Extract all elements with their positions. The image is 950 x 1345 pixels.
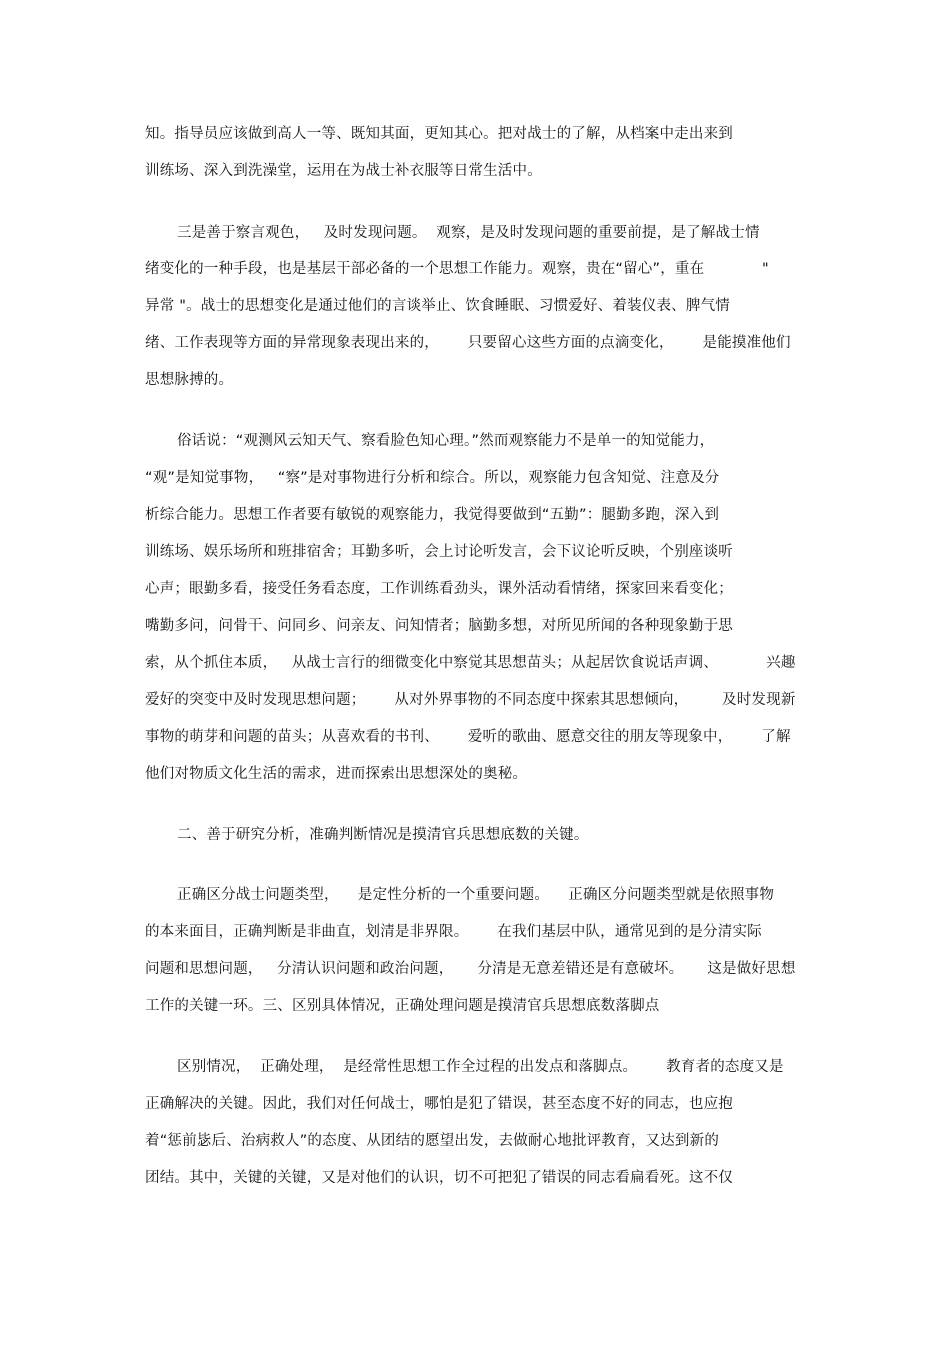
text-line: 问题和思想问题， 分清认识问题和政治问题， 分清是无意差错还是有意破坏。 这是做好思想 (145, 961, 796, 977)
text-line: 析综合能力。思想工作者要有敏锐的观察能力，我觉得要做到“五勤”：腿勤多跑，深入到 (145, 507, 720, 523)
text-line: 知。指导员应该做到高人一等、既知其面，更知其心。把对战士的了解，从档案中走出来到 (145, 126, 733, 142)
text-line: 索，从个抓住本质， 从战士言行的细微变化中察觉其思想苗头；从起居饮食说话声调、 兴趣 (145, 655, 796, 671)
text-line: 团结。其中，关键的关键，又是对他们的认识，切不可把犯了错误的同志看扁看死。这不仅 (145, 1170, 733, 1186)
text-line: 绪、工作表现等方面的异常现象表现出来的， 只要留心这些方面的点滴变化， 是能摸准他们 (145, 335, 791, 351)
text-line: 区别情况， 正确处理， 是经常性思想工作全过程的出发点和落脚点。 教育者的态度又是 (177, 1059, 784, 1075)
text-line: 嘴勤多问，问骨干、问同乡、问亲友、问知情者；脑勤多想，对所见所闻的各种现象勤于思 (145, 618, 733, 634)
text-line: 正确解决的关键。因此，我们对任何战士，哪怕是犯了错误，甚至态度不好的同志，也应抱 (145, 1096, 733, 1112)
text-line: 的本来面目，正确判断是非曲直，划清是非界限。 在我们基层中队，通常见到的是分清实际 (145, 924, 762, 940)
text-line: 正确区分战士问题类型， 是定性分析的一个重要问题。 正确区分问题类型就是依照事物 (177, 887, 775, 903)
text-line: 三是善于察言观色， 及时发现问题。 观察，是及时发现问题的重要前提，是了解战士情 (177, 225, 760, 241)
text-line: 心声；眼勤多看，接受任务看态度，工作训练看劲头，课外活动看情绪，探家回来看变化； (145, 581, 733, 597)
section-heading: 二、善于研究分析，准确判断情况是摸清官兵思想底数的关键。 (177, 827, 589, 843)
text-line: 事物的萌芽和问题的苗头；从喜欢看的书刊、 爱听的歌曲、愿意交往的朋友等现象中， 了解 (145, 729, 791, 745)
text-line: “观”是知觉事物， “察”是对事物进行分析和综合。所以，观察能力包含知觉、注意及分 (145, 470, 720, 486)
text-line: 爱好的突变中及时发现思想问题； 从对外界事物的不同态度中探索其思想倾向， 及时发现新 (145, 692, 796, 708)
text-line: 异常 "。战士的思想变化是通过他们的言谈举止、饮食睡眠、习惯爱好、着装仪表、脾气情 (145, 298, 730, 314)
text-line: 俗话说：“观测风云知天气、察看脸色知心理。”然而观察能力不是单一的知觉能力， (177, 433, 715, 449)
text-line: 绪变化的一种手段，也是基层干部必备的一个思想工作能力。观察，贵在“留心”，重在 " (145, 261, 769, 277)
text-line: 训练场、娱乐场所和班排宿舍；耳勤多听，会上讨论听发言，会下议论听反映，个别座谈听 (145, 544, 733, 560)
text-line: 训练场、深入到洗澡堂，运用在为战士补衣服等日常生活中。 (145, 163, 542, 179)
text-line: 工作的关键一环。三、区别具体情况，正确处理问题是摸清官兵思想底数落脚点 (145, 998, 660, 1014)
text-line: 他们对物质文化生活的需求，进而探索出思想深处的奥秘。 (145, 766, 528, 782)
text-line: 思想脉搏的。 (145, 372, 234, 388)
text-line: 着“惩前毖后、治病救人”的态度、从团结的愿望出发，去做耐心地批评教育，又达到新的 (145, 1133, 720, 1149)
